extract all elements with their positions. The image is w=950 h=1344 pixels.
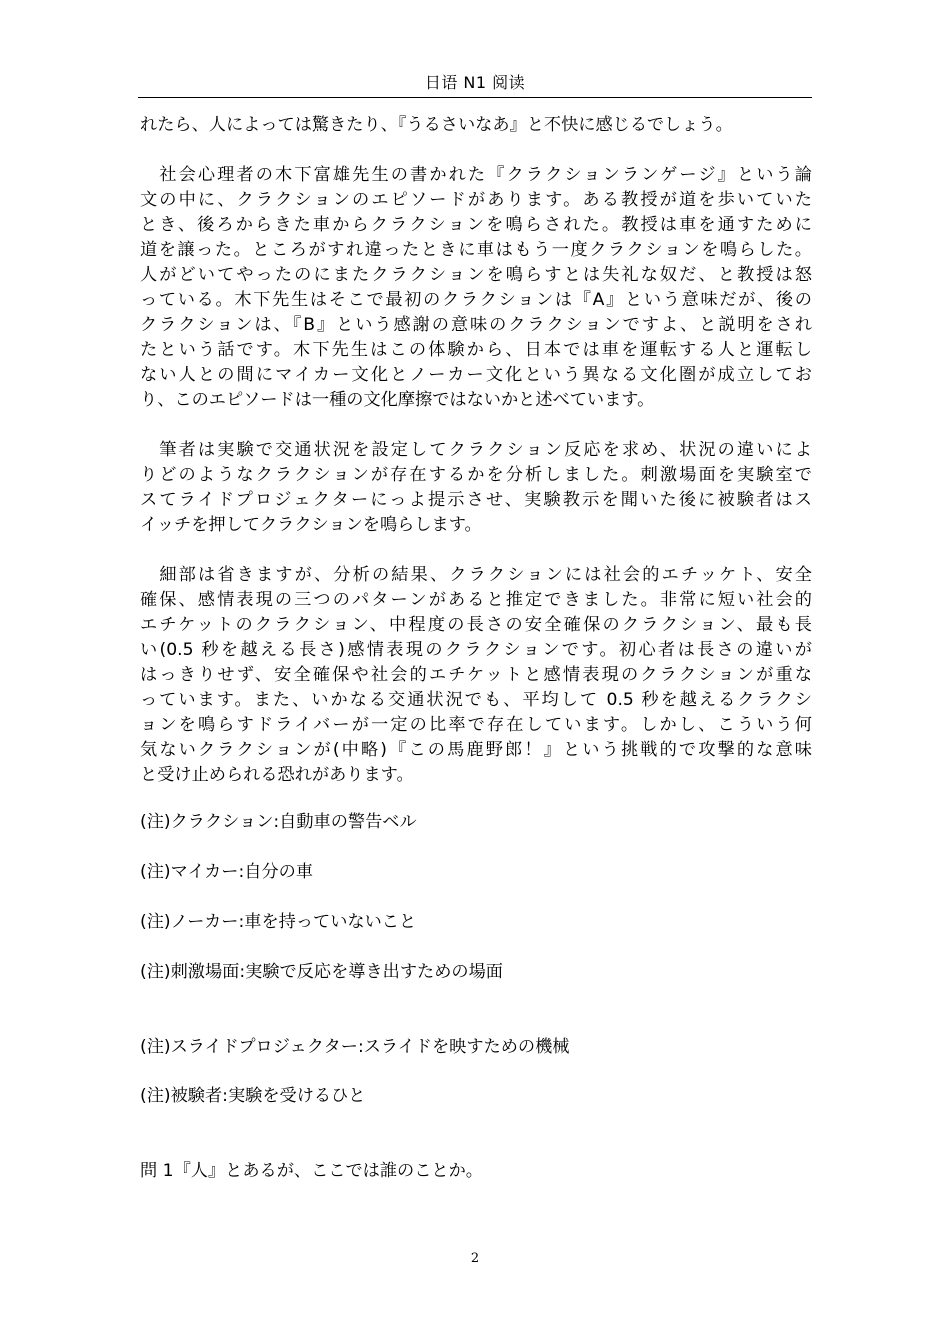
- text-line: 人がどいてやったのにまたクラクションを鳴らすとは失礼な奴だ、と教授は怒: [140, 265, 812, 285]
- text-line: 細部は省きますが、分析の結果、クラクションには社会的エチッケト、安全: [140, 565, 812, 585]
- note-item: (注)刺激場面:実験で反応を導き出すための場面: [140, 962, 503, 982]
- page-header: [138, 58, 812, 98]
- question-1: 問 1『人』とあるが、ここでは誰のことか。: [140, 1161, 483, 1181]
- text-line: イッチを押してクラクションを鳴らします。: [140, 515, 482, 535]
- text-line: たという話です。木下先生はこの体験から、日本では車を運転する人と運転し: [140, 340, 812, 360]
- text-line: とき、後ろからきた車からクラクションを鳴らされた。教授は車を通すために: [140, 215, 812, 235]
- text-line: 文の中に、クラクションのエピソードがあります。ある教授が道を歩いていた: [140, 190, 812, 210]
- text-line: 気ないクラクションが(中略)『この馬鹿野郎！』という挑戦的で攻撃的な意味: [140, 740, 812, 760]
- text-line: 筆者は実験で交通状況を設定してクラクション反応を求め、状況の違いによ: [140, 440, 812, 460]
- paragraph-2: [140, 163, 812, 413]
- note-item: (注)クラクション:自動車の警告ベル: [140, 812, 417, 832]
- text-line: ョンを鳴らすドライバーが一定の比率で存在しています。しかし、こういう何: [140, 715, 812, 735]
- text-line: スてライドプロジェクターにっよ提示させ、実験教示を聞いた後に被験者はス: [140, 490, 812, 510]
- note-item: (注)マイカー:自分の車: [140, 862, 314, 882]
- text-line: 社会心理者の木下富雄先生の書かれた『クラクションランゲージ』という論: [140, 165, 812, 185]
- text-line: れたら、人によっては驚きたり、『うるさいなあ』と不快に感じるでしょう。: [140, 115, 733, 135]
- text-line: と受け止められる恐れがあります。: [140, 765, 414, 785]
- paragraph-3: [140, 438, 812, 538]
- text-line: はっきりせず、安全確保や社会的エチケットと感情表現のクラクションが重な: [140, 665, 812, 685]
- note-item: (注)ノーカー:車を持っていないこと: [140, 912, 417, 932]
- header-title: 日语 N1 阅读: [424, 73, 526, 92]
- text-line: り、このエピソードは一種の文化摩擦ではないかと述べています。: [140, 390, 655, 410]
- text-line: 道を譲った。ところがすれ違ったときに車はもう一度クラクションを鳴らした。: [140, 240, 812, 260]
- text-line: ない人との間にマイカー文化とノーカー文化という異なる文化圏が成立してお: [140, 365, 812, 385]
- paragraph-1: [140, 113, 812, 138]
- text-line: っている。木下先生はそこで最初のクラクションは『A』という意味だが、後の: [140, 290, 812, 310]
- text-line: い(0.5 秒を越える長さ)感情表現のクラクションです。初心者は長さの違いが: [140, 640, 812, 660]
- text-line: っています。また、いかなる交通状況でも、平均して 0.5 秒を越えるクラクシ: [140, 690, 812, 710]
- reading-passage: [140, 113, 812, 788]
- page-number: 2: [470, 1251, 480, 1266]
- text-line: 確保、感情表現の三つのパターンがあると推定できました。非常に短い社会的: [140, 590, 812, 610]
- note-item: (注)スライドプロジェクター:スライドを映すための機械: [140, 1037, 570, 1057]
- text-line: エチケットのクラクション、中程度の長さの安全確保のクラクション、最も長: [140, 615, 812, 635]
- note-item: (注)被験者:実験を受けるひと: [140, 1086, 366, 1106]
- paragraph-4: [140, 563, 812, 788]
- text-line: クラクションは、『B』という感謝の意味のクラクションですよ、と説明をされ: [140, 315, 812, 335]
- text-line: りどのようなクラクションが存在するかを分析しました。刺激場面を実験室で: [140, 465, 812, 485]
